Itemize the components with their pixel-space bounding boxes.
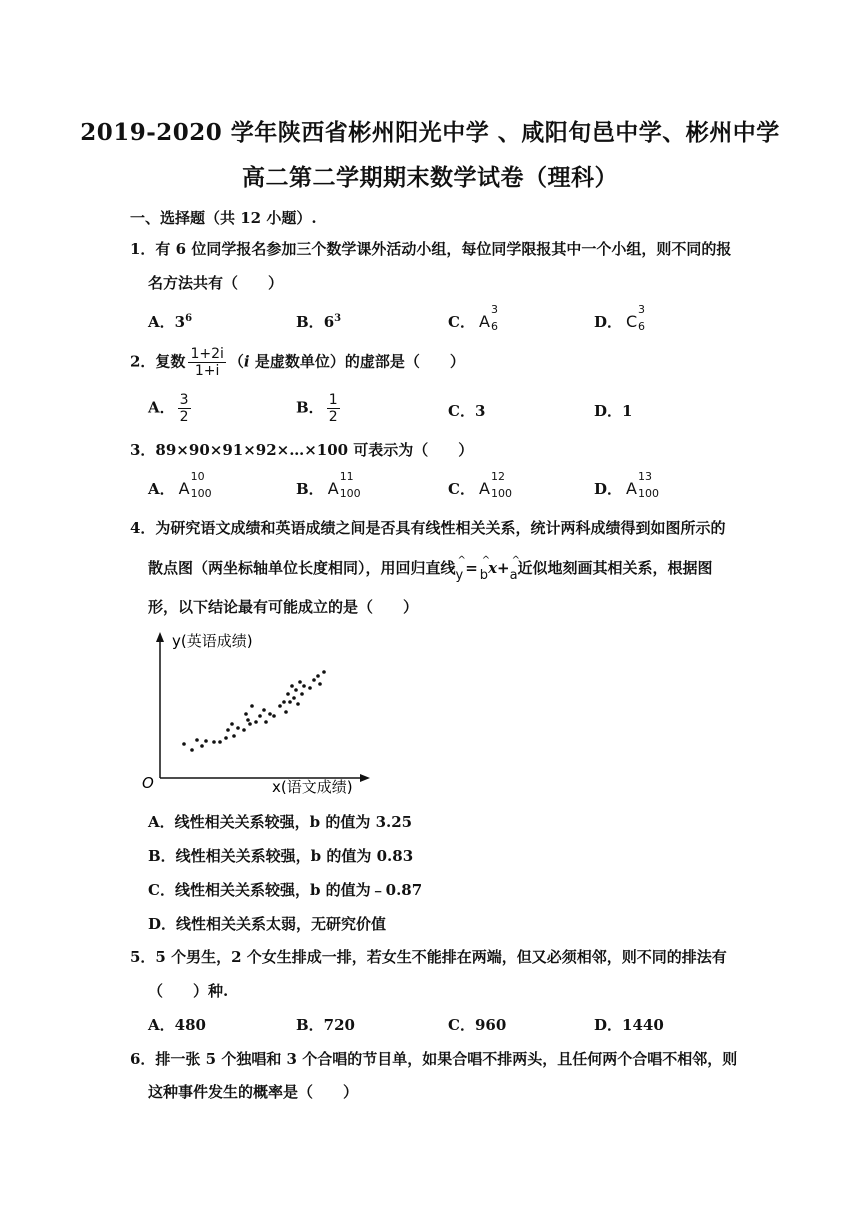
scatter-point — [302, 684, 306, 688]
scatter-point — [268, 712, 272, 716]
scatter-point — [200, 744, 204, 748]
scatter-point — [296, 702, 300, 706]
scatter-point — [244, 712, 248, 716]
q3-stem: 3．89×90×91×92×…×100 可表示为（ ） — [130, 441, 474, 459]
q1-stem-line1: 1．有 6 位同学报名参加三个数学课外活动小组，每位同学限报其中一个小组，则不同的报 — [130, 240, 732, 258]
section-heading: 一、选择题（共 12 小题）. — [130, 209, 317, 227]
exam-title-line1: 2019-2020 学年陕西省彬州阳光中学 、咸阳旬邑中学、彬州中学 — [80, 119, 780, 146]
q1-option-d: D． C 3 6 — [594, 303, 646, 333]
q4-option-b: B．线性相关关系较强，b 的值为 0.83 — [148, 847, 414, 865]
scatter-point — [242, 728, 246, 732]
y-axis-arrow-icon — [156, 632, 164, 642]
q4-stem-line3: 形，以下结论最有可能成立的是（ ） — [148, 598, 419, 616]
scatter-points — [182, 670, 326, 752]
q2-option-a: A． $\frac{3}{2}$ — [148, 392, 189, 425]
q2-option-b: B． $\frac{1}{2}$ — [296, 392, 338, 425]
scatter-point — [224, 736, 228, 740]
scatter-point — [316, 674, 320, 678]
scatter-point — [248, 722, 252, 726]
origin-label: O — [142, 774, 154, 792]
scatter-point — [278, 704, 282, 708]
scatter-point — [236, 726, 240, 730]
scatter-point — [246, 718, 250, 722]
x-axis-label: x(语文成绩) — [272, 778, 353, 796]
q5-option-a: A．480 — [148, 1016, 206, 1034]
q3-option-b: B． A 11 100 — [296, 470, 361, 500]
scatter-point — [230, 722, 234, 726]
q2-option-c: C．3 — [448, 402, 486, 420]
scatter-point — [298, 680, 302, 684]
permutation-symbol: A 3 6 — [478, 303, 498, 333]
q2-stem: 2．复数 $\frac{1+2i}{1+i}$ （i 是虚数单位）的虚部是（ ） — [130, 346, 465, 379]
scatter-point — [254, 720, 258, 724]
scatter-point — [258, 714, 262, 718]
scatter-point — [288, 700, 292, 704]
scatter-point — [312, 678, 316, 682]
q4-option-a: A．线性相关关系较强，b 的值为 3.25 — [148, 813, 413, 831]
scatter-point — [318, 682, 322, 686]
exam-title-line2: 高二第二学期期末数学试卷（理科） — [242, 164, 618, 191]
scatter-point — [322, 670, 326, 674]
q2-fraction: $\frac{1+2i}{1+i}$ — [190, 346, 224, 379]
scatter-point — [250, 704, 254, 708]
scatter-point — [282, 700, 286, 704]
q5-stem-line2: （ ）种. — [148, 982, 229, 1000]
q5-option-d: D．1440 — [594, 1016, 664, 1034]
q3-option-d: D． A 13 100 — [594, 470, 660, 500]
scatter-plot — [140, 628, 380, 800]
q1-option-b: B．$6^3$ — [296, 313, 342, 331]
scatter-point — [226, 728, 230, 732]
q2-option-d: D．1 — [594, 402, 633, 420]
q5-option-c: C．960 — [448, 1016, 507, 1034]
scatter-point — [290, 684, 294, 688]
scatter-point — [294, 688, 298, 692]
scatter-point — [218, 740, 222, 744]
q1-option-c: C． A 3 6 — [448, 303, 498, 333]
q3-option-a: A． A 10 100 — [148, 470, 212, 500]
x-axis-arrow-icon — [360, 774, 370, 782]
q5-option-b: B．720 — [296, 1016, 355, 1034]
q4-stem-line1: 4．为研究语文成绩和英语成绩之间是否具有线性相关关系，统计两科成绩得到如图所示的 — [130, 519, 726, 537]
scatter-point — [272, 714, 276, 718]
q3-option-c: C． A 12 100 — [448, 470, 512, 500]
q6-stem-line2: 这种事件发生的概率是（ ） — [148, 1083, 359, 1101]
scatter-point — [182, 742, 186, 746]
scatter-point — [262, 708, 266, 712]
q1-stem-line2: 名方法共有（ ） — [148, 274, 284, 292]
q4-option-d: D．线性相关关系太弱，无研究价值 — [148, 915, 387, 933]
q5-stem-line1: 5．5 个男生，2 个女生排成一排，若女生不能排在两端，但又必须相邻，则不同的排法有 — [130, 948, 727, 966]
scatter-point — [204, 739, 208, 743]
q6-stem-line1: 6．排一张 5 个独唱和 3 个合唱的节目单，如果合唱不排两头，且任何两个合唱不相邻，则 — [130, 1050, 738, 1068]
scatter-point — [308, 686, 312, 690]
scatter-point — [292, 696, 296, 700]
scatter-point — [264, 720, 268, 724]
scatter-point — [300, 692, 304, 696]
scatter-point — [286, 692, 290, 696]
q1-option-a: A．$3^6$ — [148, 313, 193, 331]
combination-symbol: C 3 6 — [626, 303, 646, 333]
scatter-point — [284, 710, 288, 714]
scatter-point — [190, 748, 194, 752]
scatter-point — [195, 738, 199, 742]
y-axis-label: y(英语成绩) — [172, 632, 253, 650]
scatter-point — [212, 740, 216, 744]
q4-stem-line2: 散点图（两坐标轴单位长度相同），用回归直线 ^ y = ^ bx+ ^ a近似地刻画其相关系，根据图 — [148, 555, 713, 583]
q4-option-c: C．线性相关关系较强，b 的值为﹣0.87 — [148, 881, 423, 899]
scatter-point — [232, 734, 236, 738]
